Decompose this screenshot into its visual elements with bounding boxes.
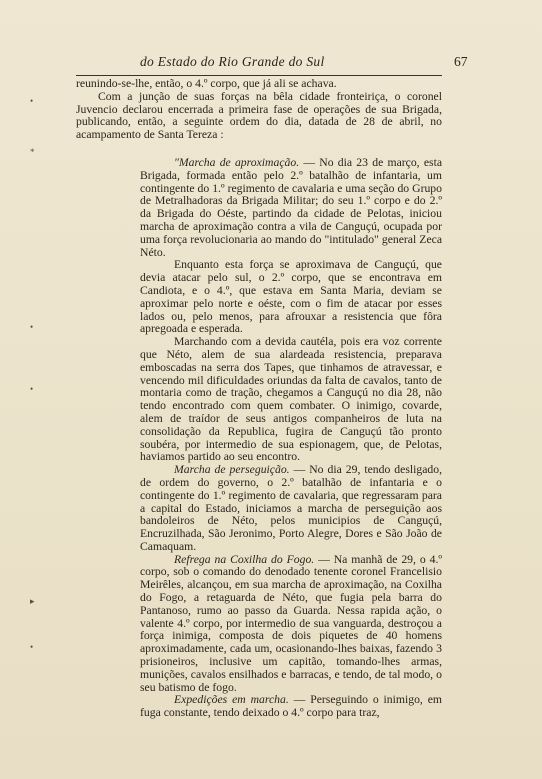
paragraph-text: — Perseguindo o inimigo, em fuga constante, tendo deixado o 4.º corpo para traz, [140,693,442,720]
paragraph-text: Enquanto esta força se aproximava de Canguçú, que devia atacar pelo sul, o 2.º corpo, que se encontrava em Candiota, e o 4.º, que estava em Santa Maria, deviam se aproximar pelo norte e oéste, com o fim de atacar por esses lados ou, pelo menos, para afrouxar a resistencia que fôra apregoada e esperada. [140,258,442,336]
section-heading: "Marcha de aproximação. [174,155,300,169]
section-heading: Refrega na Coxilha do Fogo. [174,552,315,566]
margin-mark: ▸ [30,596,35,606]
section-heading: Expedições em marcha. [174,693,289,707]
paragraph-text: reunindo-se-lhe, então, o 4.º corpo, que já ali se achava. [76,77,337,90]
header-rule [76,75,442,76]
page-number: 67 [454,54,468,69]
quoted-paragraph [140,336,442,464]
quoted-paragraph [140,554,442,695]
body-text [76,78,442,720]
paragraph [76,91,442,142]
margin-mark: • [30,642,34,652]
margin-mark: • [30,322,34,332]
section-heading: Marcha de perseguição. [174,463,290,477]
quoted-paragraph [140,259,442,336]
margin-mark: • [30,384,34,394]
paragraph-text: — No dia 29, tendo desligado, de ordem do governo, o 2.º batalhão de infantaria e o contingente do 1.º regimento de cavalaria, que regressaram para a capital do Estado, iniciamos a marcha de perseguição aos bandoleiros de Néto, pelos municipios de Canguçú, Encruzilhada, São Jeronimo, Porto Alegre, Dores e São João de Camaquam. [140,463,442,553]
quoted-paragraph [140,157,442,259]
running-header: do Estado do Rio Grande do Sul [140,54,325,69]
paragraph-text: — No dia 23 de março, esta Brigada, formada então pelo 2.º batalhão de infantaria, um contingente do 1.º regimento de cavalaria e uma seção do Grupo de Metralhadoras da Brigada Militar; do seu 1.º corpo e do 2.º da Brigada do Oéste, partindo da cidade de Pelotas, iniciou marcha de aproximação contra a vila de Canguçú, ocupada por uma força revolucionaria ao mando do "intitulado" general Zeca Néto. [140,155,443,259]
margin-mark: * [30,147,35,157]
paragraph-text: Com a junção de suas forças na bêla cidade fronteiriça, o coronel Juvencio declarou encerrada a primeira fase de operações de sua Brigada, publicando, então, a seguinte ordem do dia, datada de 28 de abril, no acampamento de Santa Tereza : [76,89,442,142]
quoted-paragraph [140,694,442,720]
paragraph-text: Marchando com a devida cautéla, pois era voz corrente que Néto, alem de sua alardeada resistencia, preparava emboscadas na serra dos Tapes, que tinhamos de atravessar, e vencendo mil dificuldades oriundas da falta de cavalos, tanto de montaria como de tração, chegamos a Canguçú no dia 28, não tendo encontrado com quem combater. O inimigo, covarde, alem de traídor de seus antigos companheiros de luta na consolidação da Republica, fugira de Canguçú tão pronto soubéra, por intermedio de sua espionagem, que, de Pelotas, haviamos partido ao seu encontro. [140,335,442,464]
paragraph-text: — Na manhã de 29, o 4.º corpo, sob o comando do denodado tenente coronel Francelisio Meirêles, alcançou, em sua marcha de aproximação, na Coxilha do Fogo, a retaguarda de Néto, que fugia pela barra do Pantanoso, rumo ao passo da Guarda. Nessa rapida ação, o valente 4.º corpo, por intermedio de sua vanguarda, destroçou a força inimiga, composta de dois piquetes de 40 homens aproximadamente, cada um, ocasionando-lhes baixas, fazendo 3 prisioneiros, inclusive um capitão, tomando-lhes armas, munições, cavalos ensilhados e barracas, e tendo, de tal modo, o seu batismo de fogo. [140,552,442,694]
quoted-paragraph [140,464,442,554]
margin-mark: • [30,96,34,106]
